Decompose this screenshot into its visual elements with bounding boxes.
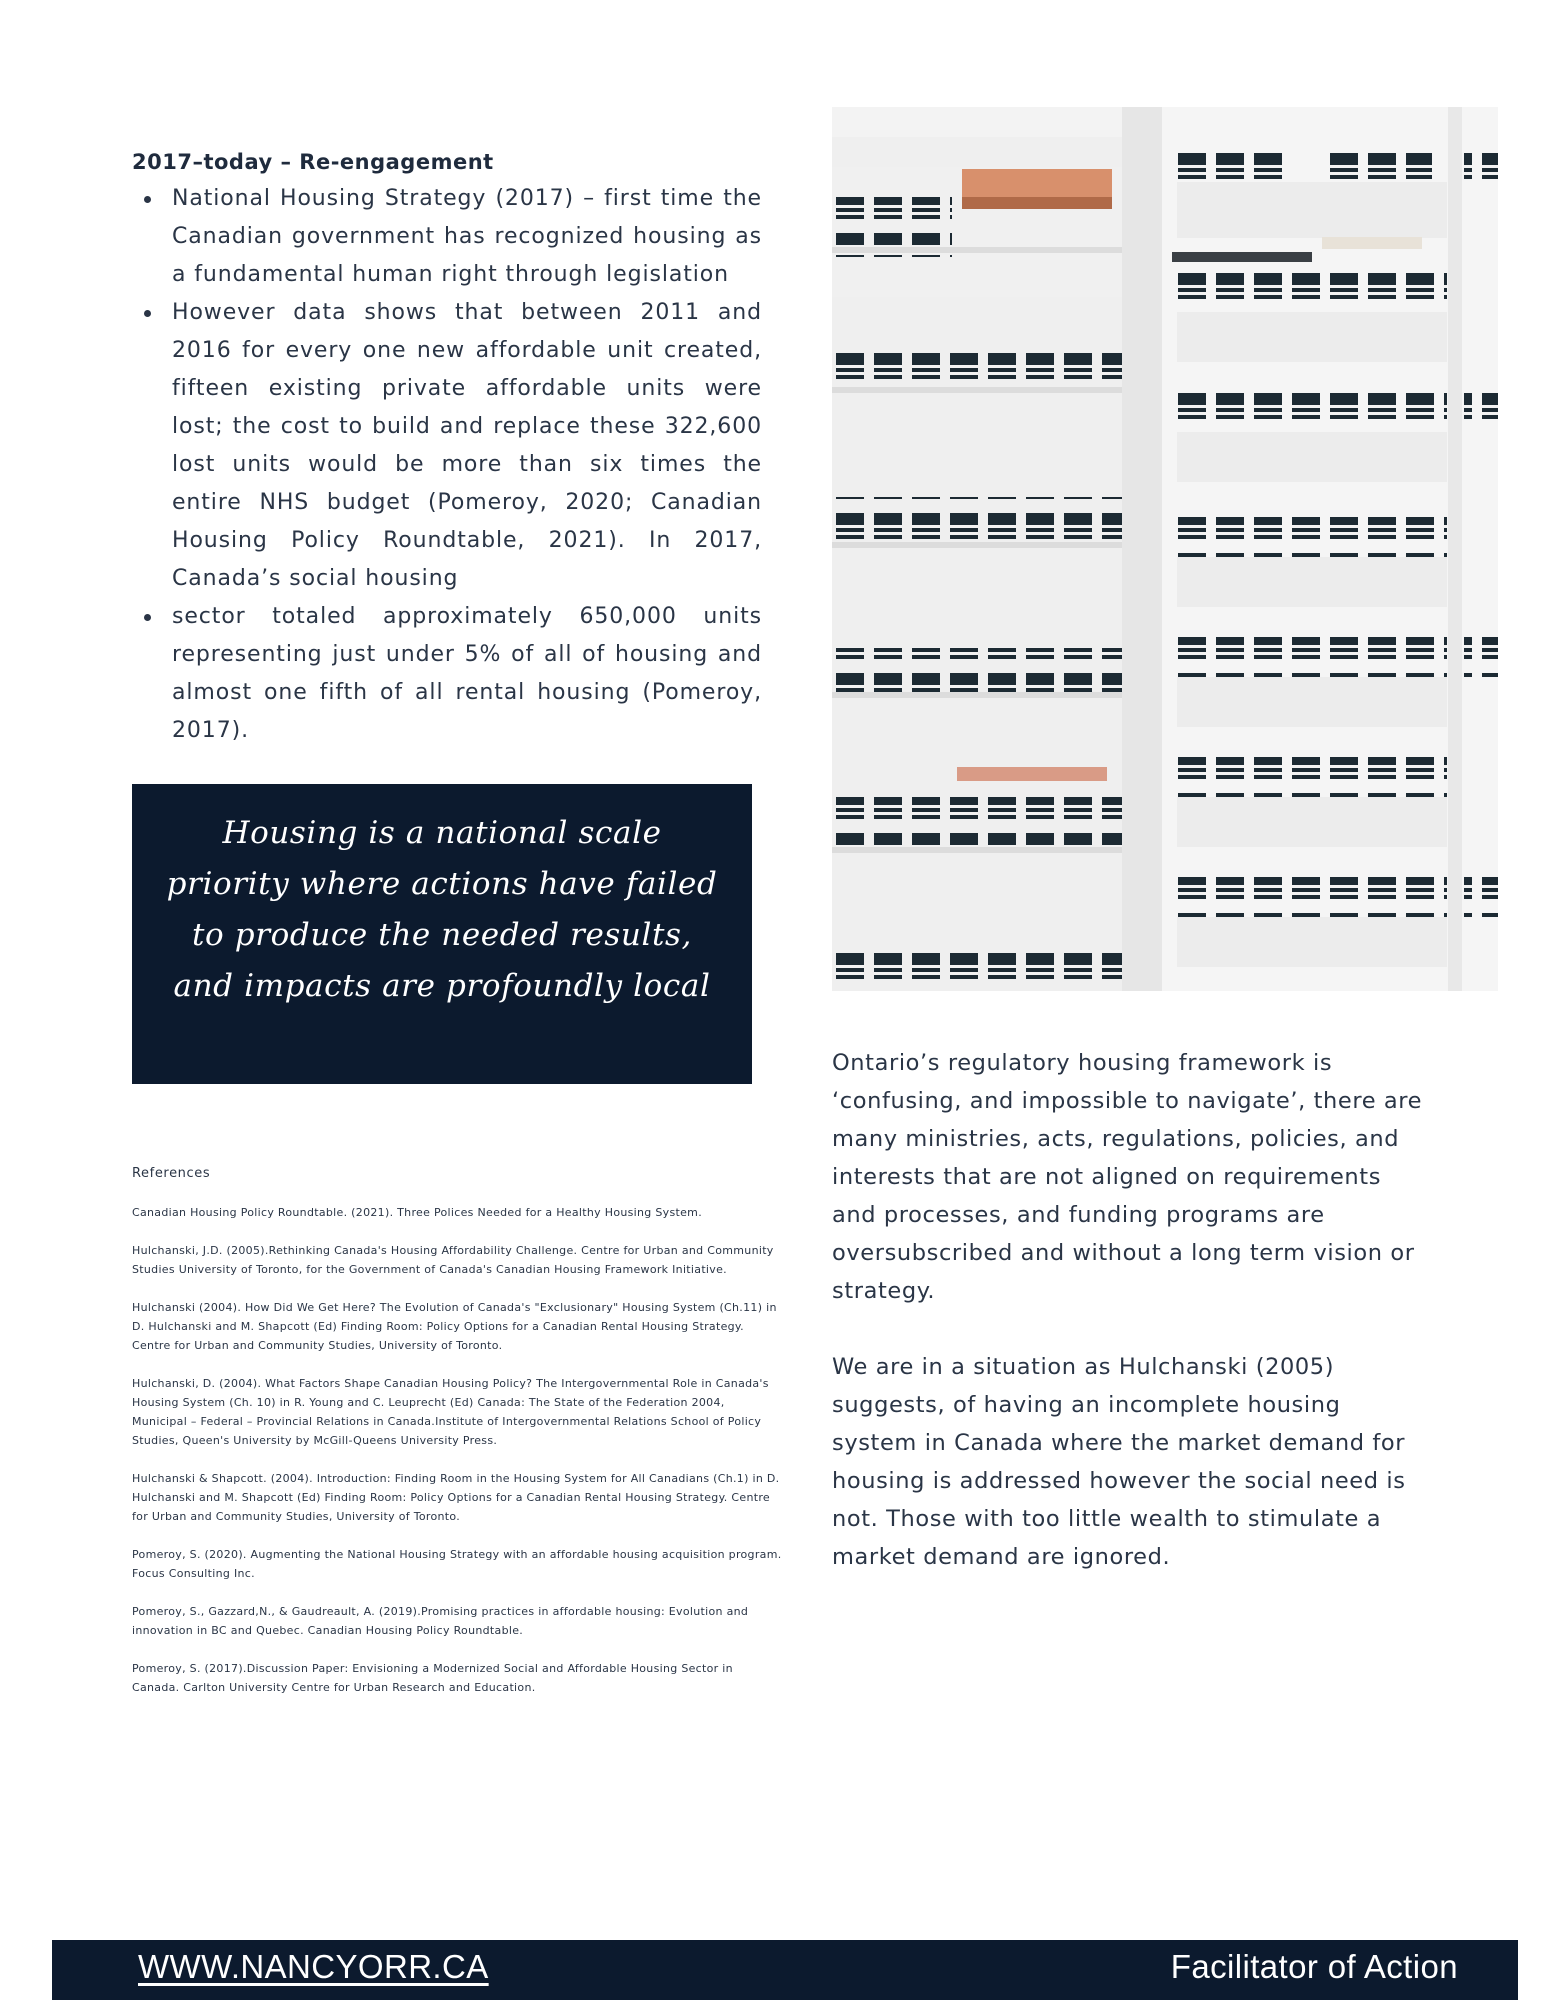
bullet-item: However data shows that between 2011 and 2016 for every one new affordable unit created, fifteen existing private affordable units were lost; the cost to build and replace these 322,600 lost units would be more than six times the entire NHS budget (Pomeroy, 2020; Canadian Housing Policy Roundtable, 2021). In 2017, Canada’s social housing — [172, 294, 762, 598]
pull-quote-box — [132, 784, 752, 1084]
reference-item: Pomeroy, S., Gazzard,N., & Gaudreault, A. (2019).Promising practices in affordable housing: Evolution and innovation in BC and Quebec. Canadian Housing Policy Roundtable. — [132, 1605, 749, 1637]
left-column — [132, 150, 762, 750]
bullet-list — [132, 180, 762, 750]
reference-item: Pomeroy, S. (2017).Discussion Paper: Envisioning a Modernized Social and Affordable Housing Sector in Canada. Carlton University Centre for Urban Research and Education. — [132, 1662, 733, 1694]
building-facade-illustration — [832, 107, 1498, 991]
reference-item: Hulchanski & Shapcott. (2004). Introduction: Finding Room in the Housing System for All Canadians (Ch.1) in D. Hulchanski and M. Shapcott (Ed) Finding Room: Policy Options for a Canadian Rental Housing Strategy. Centre for Urban and Community Studies, University of Toronto. — [132, 1472, 780, 1523]
hulchanski-paragraph: We are in a situation as Hulchanski (2005) suggests, of having an incomplete housing system in Canada where the market demand for housing is addressed however the social need is not. Those with too little wealth to stimulate a market demand are ignored. — [832, 1354, 1406, 1570]
reference-item: Canadian Housing Policy Roundtable. (2021). Three Polices Needed for a Healthy Housing System. — [132, 1206, 702, 1219]
bullet-item: sector totaled approximately 650,000 units representing just under 5% of all of housing and almost one fifth of all rental housing (Pomeroy, 2017). — [172, 598, 762, 750]
section-heading: 2017–today – Re-engagement — [132, 150, 494, 174]
references-section — [132, 1166, 782, 1716]
bullet-item: National Housing Strategy (2017) – first time the Canadian government has recognized housing as a fundamental human right through legislation — [172, 180, 762, 294]
framework-paragraph: Ontario’s regulatory housing framework is ‘confusing, and impossible to navigate’, there are many ministries, acts, regulations, policies, and interests that are not aligned on requirements and processes, and funding programs are oversubscribed and without a long term vision or strategy. — [832, 1050, 1423, 1304]
footer-bar — [52, 1940, 1518, 2000]
reference-item: Hulchanski, J.D. (2005).Rethinking Canada's Housing Affordability Challenge. Centre for Urban and Community Studies University of Toronto, for the Government of Canada's Canadian Housing Framework Initiative. — [132, 1244, 774, 1276]
website-link[interactable]: WWW.NANCYORR.CA — [138, 1948, 489, 1985]
reference-item: Hulchanski, D. (2004). What Factors Shape Canadian Housing Policy? The Intergovernmental Role in Canada's Housing System (Ch. 10) in R. Young and C. Leuprecht (Ed) Canada: The State of the Federation 2004, Municipal – Federal – Provincial Relations in Canada.Institute of Intergovernmental Relations School of Policy Studies, Queen's University by McGill-Queens University Press. — [132, 1377, 769, 1447]
reference-item: Pomeroy, S. (2020). Augmenting the National Housing Strategy with an affordable housing acquisition program. Focus Consulting Inc. — [132, 1548, 782, 1580]
building-photo — [832, 107, 1498, 991]
footer-tagline: Facilitator of Action — [1170, 1948, 1458, 1985]
right-column-text — [832, 1044, 1432, 1614]
references-heading: References — [132, 1166, 211, 1181]
reference-item: Hulchanski (2004). How Did We Get Here? The Evolution of Canada's "Exclusionary" Housing System (Ch.11) in D. Hulchanski and M. Shapcott (Ed) Finding Room: Policy Options for a Canadian Rental Housing Strategy. Centre for Urban and Community Studies, University of Toronto. — [132, 1301, 777, 1352]
pull-quote-text: Housing is a national scale priority where actions have failed to produce the needed results, and impacts are profoundly local — [166, 815, 718, 1004]
